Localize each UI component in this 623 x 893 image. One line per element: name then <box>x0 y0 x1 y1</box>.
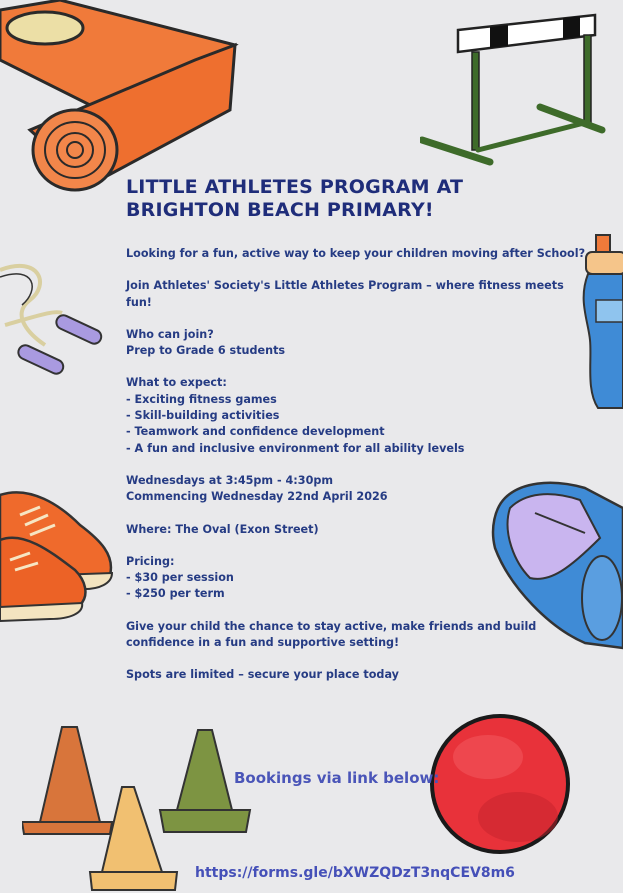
pricing-item: - $250 per term <box>126 587 225 601</box>
title-line-2: BRIGHTON BEACH PRIMARY! <box>126 199 434 221</box>
join-text: Join Athletes' Society's Little Athletes Program – where fitness meets fun! <box>126 279 564 309</box>
expect-item: - Skill-building activities <box>126 409 280 423</box>
spots-text: Spots are limited – secure your place today <box>126 668 399 682</box>
hurdle-illustration <box>420 10 610 170</box>
schedule-time: Wednesdays at 3:45pm - 4:30pm <box>126 473 334 487</box>
ball-illustration <box>428 712 573 857</box>
sneakers-illustration <box>0 485 120 625</box>
yoga-mat-illustration <box>0 0 240 200</box>
expect-item: - A fun and inclusive environment for all ability levels <box>126 441 465 455</box>
closing-line-1: Give your child the chance to stay active, make friends and build <box>126 619 537 633</box>
who-heading: Who can join? <box>126 327 214 341</box>
expect-item: - Exciting fitness games <box>126 392 277 406</box>
who-text: Prep to Grade 6 students <box>126 344 286 358</box>
schedule-start: Commencing Wednesday 22nd April 2026 <box>126 490 388 504</box>
flyer-body <box>126 246 586 684</box>
intro-text: Looking for a fun, active way to keep your children moving after School? <box>126 247 586 260</box>
expect-heading: What to expect: <box>126 376 227 390</box>
bookings-label: Bookings via link below: <box>234 769 440 787</box>
pricing-item: - $30 per session <box>126 571 234 585</box>
booking-link[interactable]: https://forms.gle/bXWZQDzT3nqCEV8m6 <box>195 865 515 881</box>
skipping-rope-illustration <box>0 255 115 375</box>
location-text: Where: The Oval (Exon Street) <box>126 522 319 536</box>
pricing-heading: Pricing: <box>126 554 175 568</box>
page-title <box>126 176 546 222</box>
closing-line-2: confidence in a fun and supportive setting! <box>126 636 400 650</box>
expect-item: - Teamwork and confidence development <box>126 425 385 439</box>
title-line-1: LITTLE ATHLETES PROGRAM AT <box>126 176 464 198</box>
